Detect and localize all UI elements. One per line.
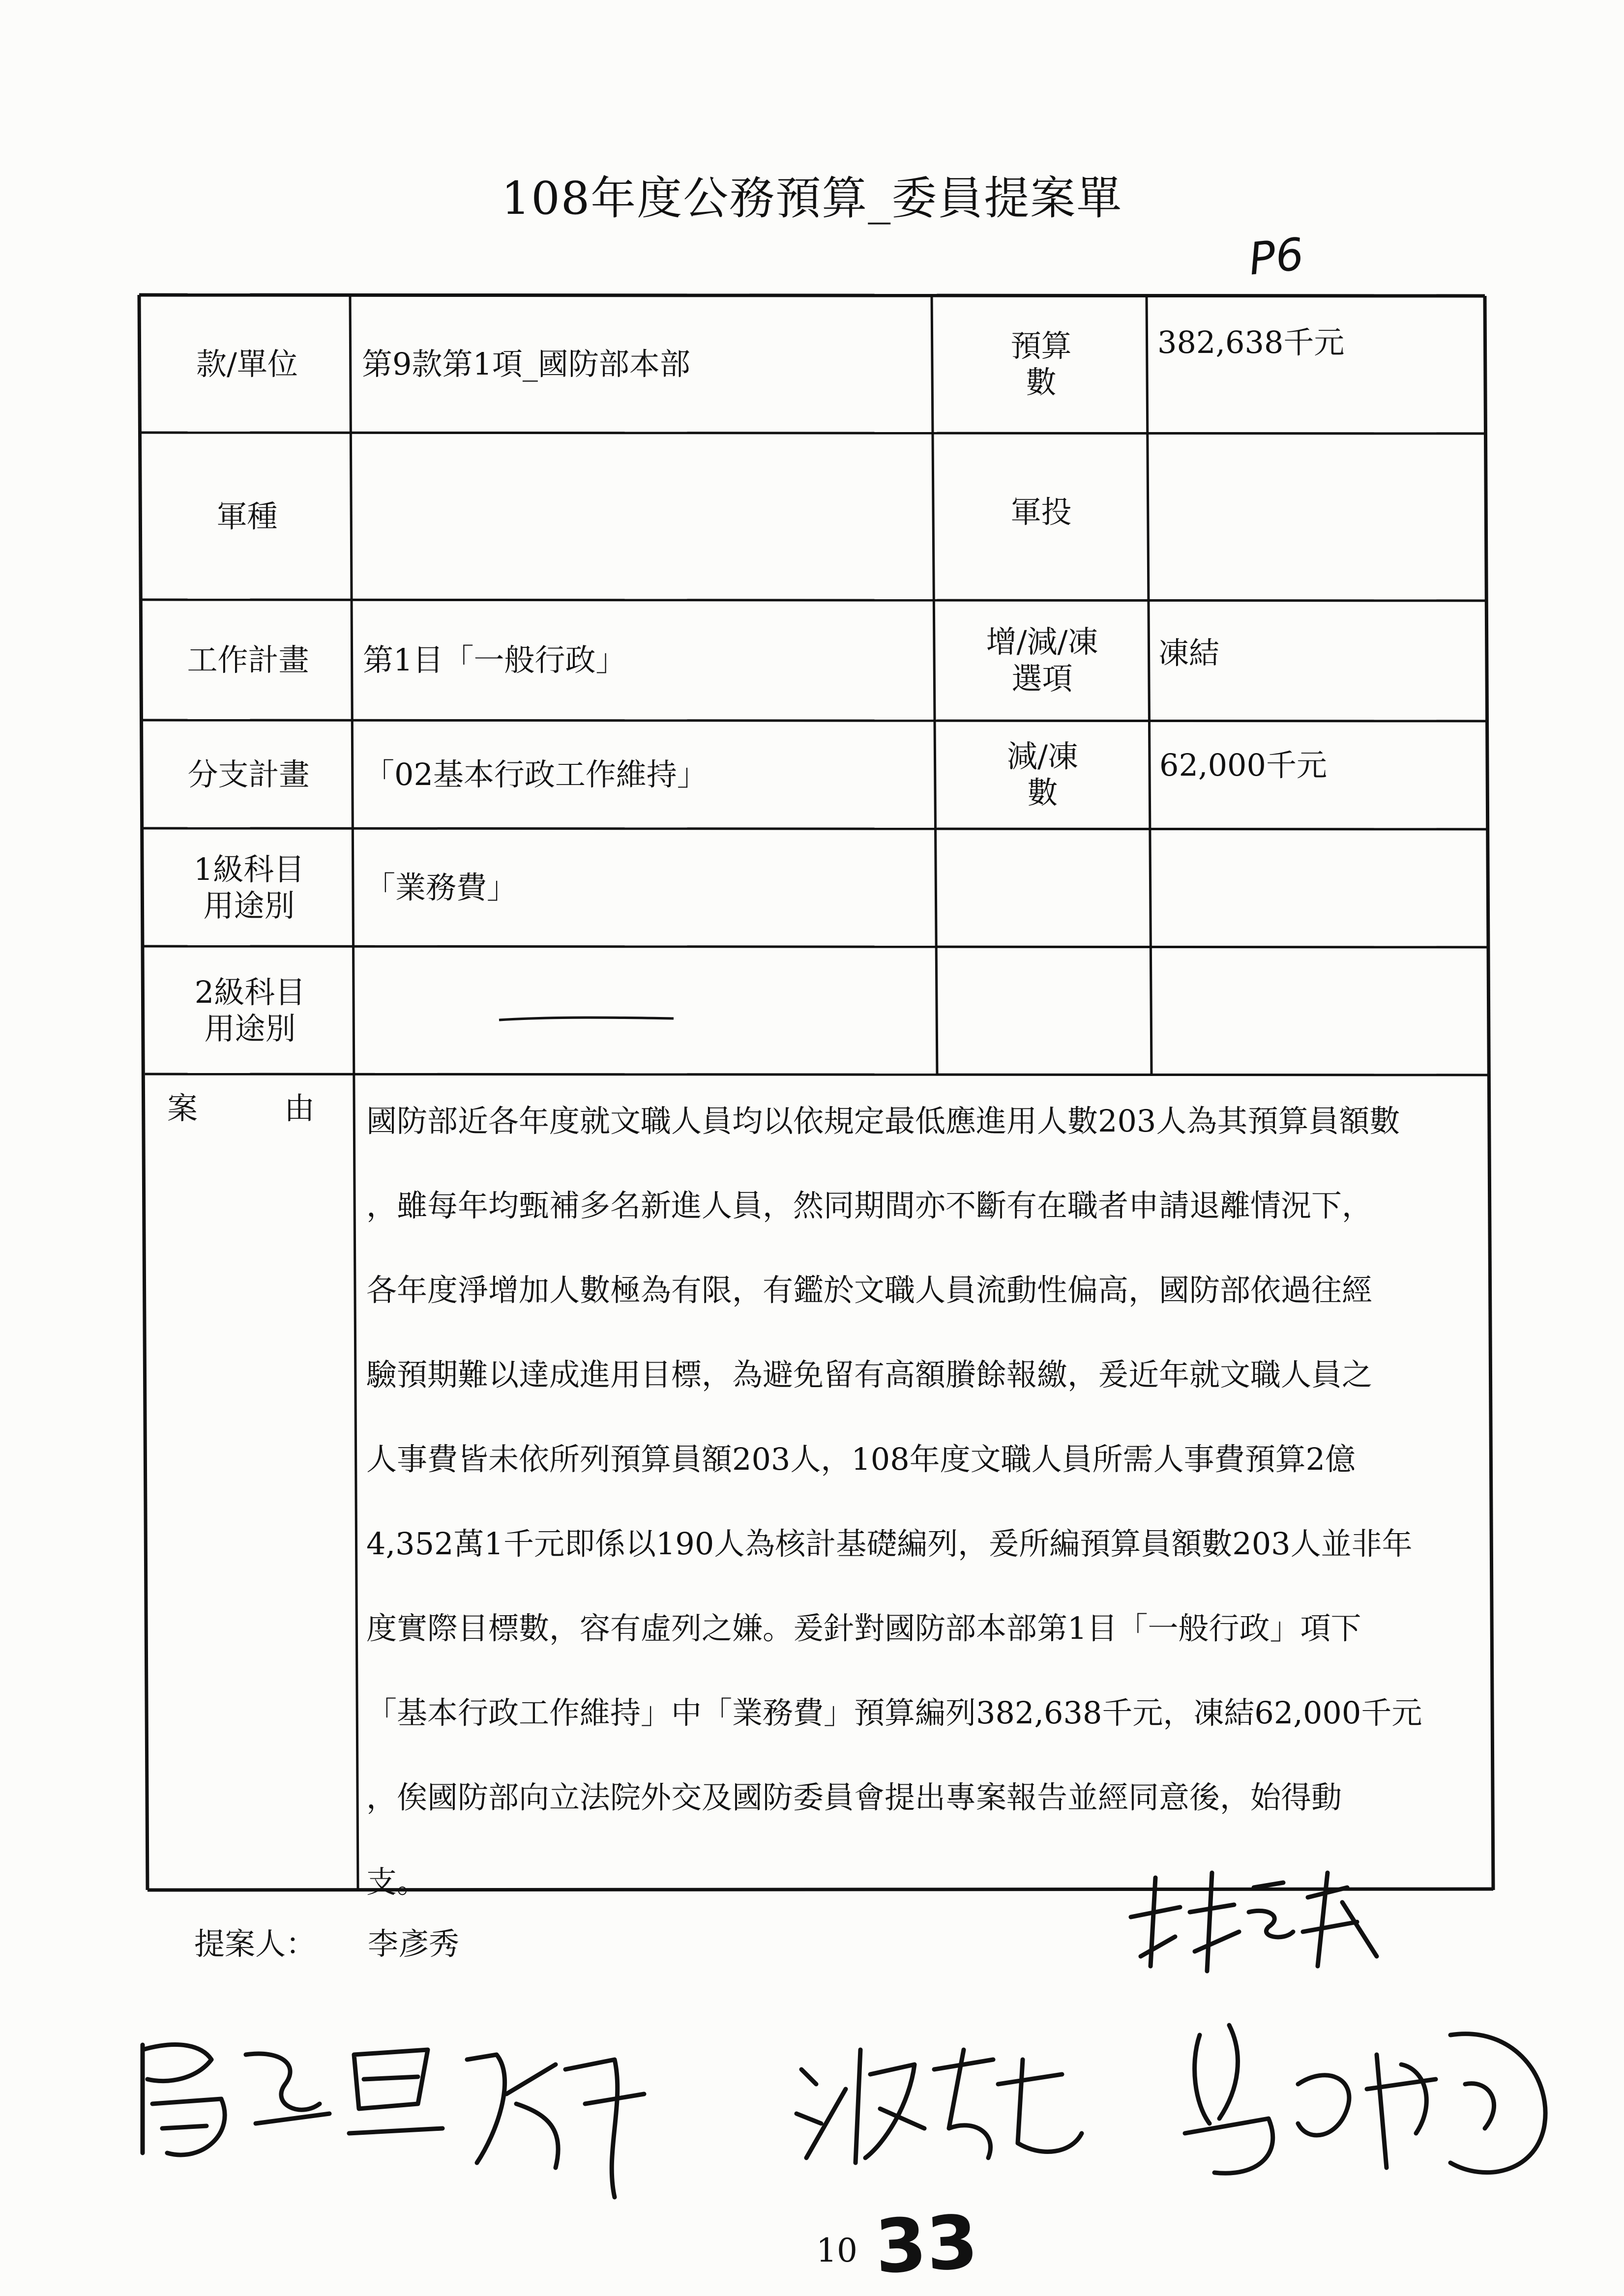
reason-line: 「基本行政工作維持」中「業務費」預算編列382,638千元，凍結62,000千元 — [366, 1695, 1422, 1731]
reason-text — [366, 1079, 1492, 1924]
right-label-empty-5 — [937, 829, 1151, 946]
reason-label: 案 由 — [167, 1090, 315, 1126]
signature-3 — [787, 2030, 1092, 2178]
right-label-empty-6 — [938, 947, 1152, 1074]
proposer-label: 提案人： — [194, 1926, 317, 1962]
row-value-branch-plan: 「02基本行政工作維持」 — [364, 756, 708, 792]
row-label-level1-subject: 1級科目 用途別 — [193, 851, 305, 924]
right-label-military-investment: 軍投 — [1010, 494, 1072, 530]
proposer-name: 李彥秀 — [368, 1926, 460, 1962]
right-value-empty-5 — [1152, 829, 1486, 946]
reason-line: 4,352萬1千元即係以190人為核計基礎編列，爰所編預算員額數203人並非年 — [366, 1526, 1413, 1562]
reason-line: ，雖每年均甄補多名新進人員，然同期間亦不斷有在職者申請退離情況下， — [366, 1188, 1373, 1223]
right-label-option: 增/減/凍 選項 — [986, 624, 1098, 697]
right-label-amount: 減/凍 數 — [1007, 738, 1078, 811]
right-label-budget: 預算 數 — [1010, 327, 1072, 400]
row-value-service — [353, 434, 933, 600]
row-label-branch-plan: 分支計畫 — [187, 756, 310, 792]
row-value-unit: 第9款第1項_國防部本部 — [362, 346, 690, 382]
handwritten-page-number: 33 — [873, 2199, 980, 2291]
page-title: 108年度公務預算_委員提案單 — [501, 172, 1123, 225]
row-label-service: 軍種 — [216, 498, 278, 534]
page-number: 10 — [816, 2232, 857, 2269]
reason-line: 國防部近各年度就文職人員均以依規定最低應進用人數203人為其預算員額數 — [366, 1103, 1400, 1139]
right-value-amount: 62,000千元 — [1159, 747, 1327, 783]
signature-2 — [123, 2005, 664, 2212]
reason-line: 各年度淨增加人數極為有限，有鑑於文職人員流動性偏高，國防部依過往經 — [366, 1272, 1373, 1308]
signature-4 — [1170, 2005, 1564, 2192]
reason-line: ，俟國防部向立法院外交及國防委員會提出專案報告並經同意後，始得動 — [366, 1779, 1342, 1815]
right-value-budget: 382,638千元 — [1157, 324, 1345, 360]
reason-line: 人事費皆未依所列預算員額203人，108年度文職人員所需人事費預算2億 — [366, 1441, 1356, 1477]
right-value-military-investment — [1149, 434, 1483, 600]
signature-1 — [1121, 1858, 1396, 1976]
reason-line: 支。 — [366, 1864, 428, 1900]
row-value-work-plan: 第1目「一般行政」 — [363, 642, 626, 678]
handwritten-page-mark: P6 — [1246, 228, 1306, 286]
row-label-work-plan: 工作計畫 — [187, 642, 309, 678]
reason-line: 驗預期難以達成進用目標，為避免留有高額賸餘報繳，爰近年就文職人員之 — [366, 1357, 1373, 1393]
row-label-level2-subject: 2級科目 用途別 — [194, 974, 306, 1046]
right-value-empty-6 — [1152, 947, 1487, 1074]
row-value-level1-subject: 「業務費」 — [365, 869, 518, 905]
right-value-option: 凍結 — [1158, 635, 1220, 671]
row-label-unit: 款/單位 — [196, 346, 298, 382]
reason-line: 度實際目標數，容有虛列之嫌。爰針對國防部本部第1目「一般行政」項下 — [366, 1610, 1361, 1646]
row-value-level2-subject — [357, 947, 937, 1074]
